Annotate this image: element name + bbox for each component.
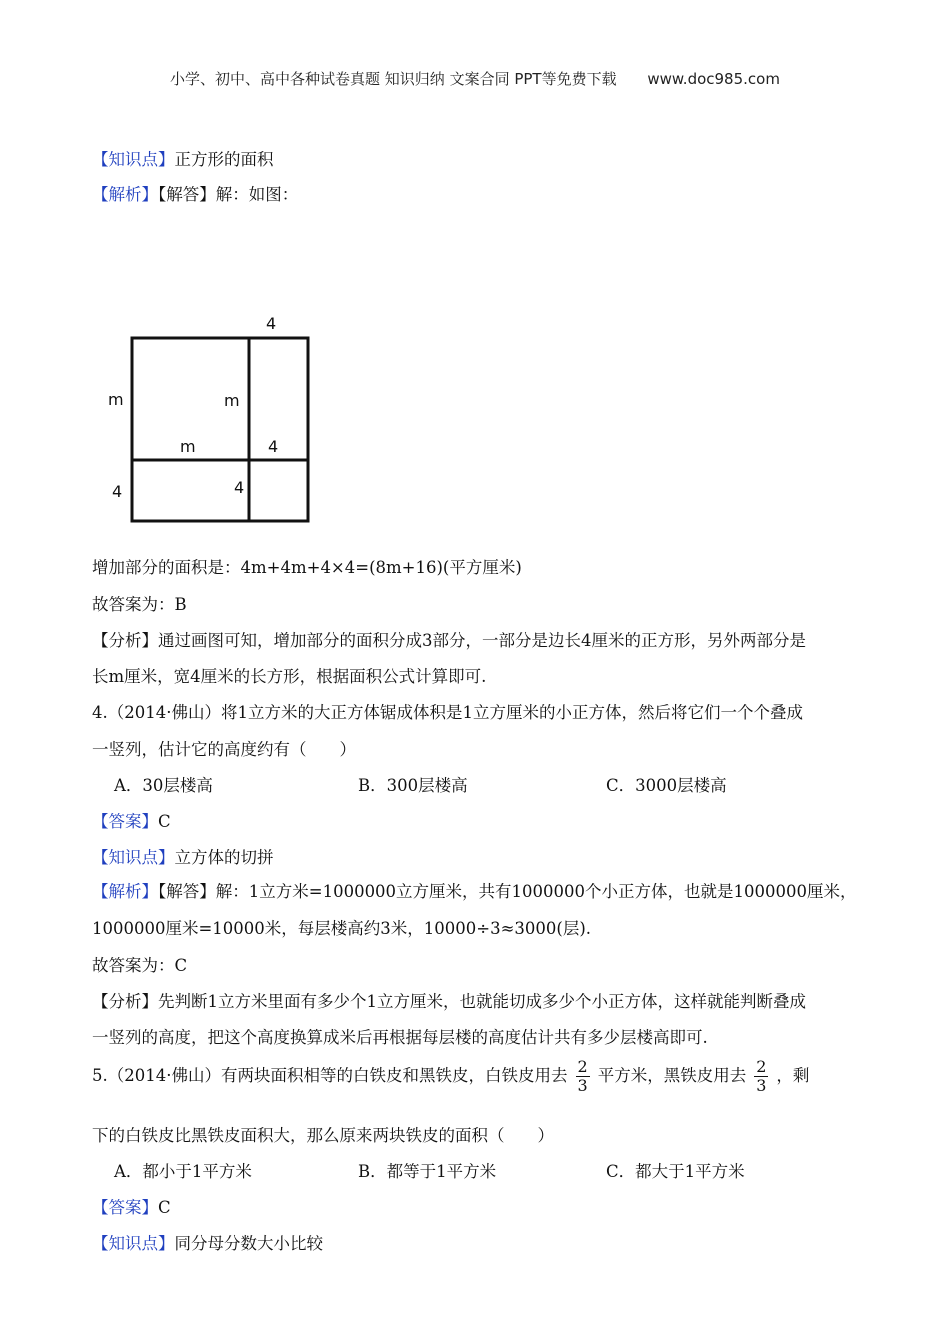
reasoning-tag: 【分析】 bbox=[92, 631, 158, 650]
knowledge-tag: 【知识点】 bbox=[92, 848, 175, 867]
q4-knowledge: 立方体的切拼 bbox=[174, 848, 274, 867]
q4-solution-line-3: 故答案为：C bbox=[92, 956, 188, 975]
q3-solution-intro: 解：如图： bbox=[215, 185, 299, 204]
q4-stem-line-2: 一竖列，估计它的高度约有（ ） bbox=[92, 740, 356, 759]
figure-label-left-m: m bbox=[108, 390, 124, 409]
fraction-numerator: 2 bbox=[756, 1057, 767, 1076]
q3-analysis-line-2: 长m厘米，宽4厘米的长方形，根据面积公式计算即可. bbox=[92, 667, 487, 686]
figure-label-inner-m-right: m bbox=[224, 391, 240, 410]
fraction-two-thirds bbox=[754, 1058, 768, 1095]
q4-sol-1: 解：1立方米=1000000立方厘米，共有1000000个小正方体，也就是1000000厘米， bbox=[215, 882, 857, 901]
q3-figure bbox=[100, 305, 330, 535]
q4-stem-1: 将1立方米的大正方体锯成体积是1立方厘米的小正方体，然后将它们一个个叠成 bbox=[221, 703, 803, 722]
q4-option-c: C．3000层楼高 bbox=[606, 776, 727, 795]
q5-option-c: C．都大于1平方米 bbox=[606, 1162, 745, 1181]
q5-number: 5. bbox=[92, 1066, 108, 1085]
q4-knowledge-line bbox=[92, 844, 274, 868]
q4-source: （2014·佛山） bbox=[107, 703, 221, 722]
q5-knowledge-line bbox=[92, 1230, 323, 1254]
fraction-numerator: 2 bbox=[577, 1057, 588, 1076]
q5-answer: C bbox=[158, 1198, 171, 1217]
q4-answer-line bbox=[92, 808, 171, 832]
analysis-tag: 【解析】 bbox=[92, 185, 158, 204]
q4-solution-line-2: 1000000厘米=10000米，每层楼高约3米，10000÷3≈3000(层). bbox=[92, 919, 592, 938]
figure-label-top-4: 4 bbox=[266, 314, 277, 333]
figure-label-inner-4-bottom: 4 bbox=[234, 478, 245, 497]
figure-label-inner-m-bottom: m bbox=[180, 437, 196, 456]
q4-answer: C bbox=[158, 812, 171, 831]
fraction-denominator: 3 bbox=[577, 1076, 588, 1095]
q5-option-a: A．都小于1平方米 bbox=[114, 1162, 252, 1181]
q4-stem-line-1 bbox=[92, 699, 803, 723]
q3-knowledge: 正方形的面积 bbox=[174, 150, 274, 169]
knowledge-tag: 【知识点】 bbox=[92, 1234, 175, 1253]
header-text: 小学、初中、高中各种试卷真题 知识归纳 文案合同 PPT等免费下载 bbox=[170, 70, 617, 88]
answer-tag: 【答案】 bbox=[92, 812, 158, 831]
q4-option-b: B．300层楼高 bbox=[358, 776, 468, 795]
fraction-two-thirds bbox=[576, 1058, 590, 1095]
q4-analysis-line-1 bbox=[92, 988, 806, 1012]
header-site: www.doc985.com bbox=[647, 70, 780, 88]
answering-tag: 【解答】 bbox=[158, 882, 216, 901]
q3-calc-line: 增加部分的面积是：4m+4m+4×4=(8m+16)(平方厘米) bbox=[92, 558, 522, 577]
knowledge-tag: 【知识点】 bbox=[92, 150, 175, 169]
figure-label-inner-4-right: 4 bbox=[268, 437, 279, 456]
q4-solution-line-1 bbox=[92, 878, 857, 902]
q4-option-a: A．30层楼高 bbox=[114, 776, 213, 795]
q5-option-b: B．都等于1平方米 bbox=[358, 1162, 497, 1181]
q5-source: （2014·佛山） bbox=[107, 1066, 221, 1085]
q5-stem-line-2: 下的白铁皮比黑铁皮面积大，那么原来两块铁皮的面积（ ） bbox=[92, 1126, 554, 1145]
reasoning-tag: 【分析】 bbox=[92, 992, 158, 1011]
q5-stem-b: 平方米，黑铁皮用去 bbox=[597, 1066, 747, 1085]
fraction-denominator: 3 bbox=[756, 1076, 767, 1095]
q3-answer-line: 故答案为：B bbox=[92, 595, 187, 614]
figure-outer-square bbox=[132, 338, 308, 521]
q5-stem-a: 有两块面积相等的白铁皮和黑铁皮，白铁皮用去 bbox=[221, 1066, 568, 1085]
figure-label-left-4: 4 bbox=[112, 482, 123, 501]
q3-solution-line bbox=[92, 181, 298, 205]
q4-analysis-1: 先判断1立方米里面有多少个1立方厘米，也就能切成多少个小正方体，这样就能判断叠成 bbox=[158, 992, 806, 1011]
q4-analysis-line-2: 一竖列的高度，把这个高度换算成米后再根据每层楼的高度估计共有多少层楼高即可. bbox=[92, 1028, 708, 1047]
q4-number: 4. bbox=[92, 703, 108, 722]
q5-knowledge: 同分母分数大小比较 bbox=[174, 1234, 323, 1253]
q5-stem-line-1 bbox=[92, 1058, 809, 1095]
q5-answer-line bbox=[92, 1194, 171, 1218]
answering-tag: 【解答】 bbox=[158, 185, 216, 204]
answer-tag: 【答案】 bbox=[92, 1198, 158, 1217]
q3-analysis-line-1 bbox=[92, 627, 806, 651]
q3-knowledge-line bbox=[92, 146, 274, 170]
q3-analysis-1: 通过画图可知，增加部分的面积分成3部分，一部分是边长4厘米的正方形，另外两部分是 bbox=[158, 631, 806, 650]
page-header bbox=[0, 68, 950, 89]
q5-stem-c: ，剩 bbox=[776, 1066, 810, 1085]
analysis-tag: 【解析】 bbox=[92, 882, 158, 901]
